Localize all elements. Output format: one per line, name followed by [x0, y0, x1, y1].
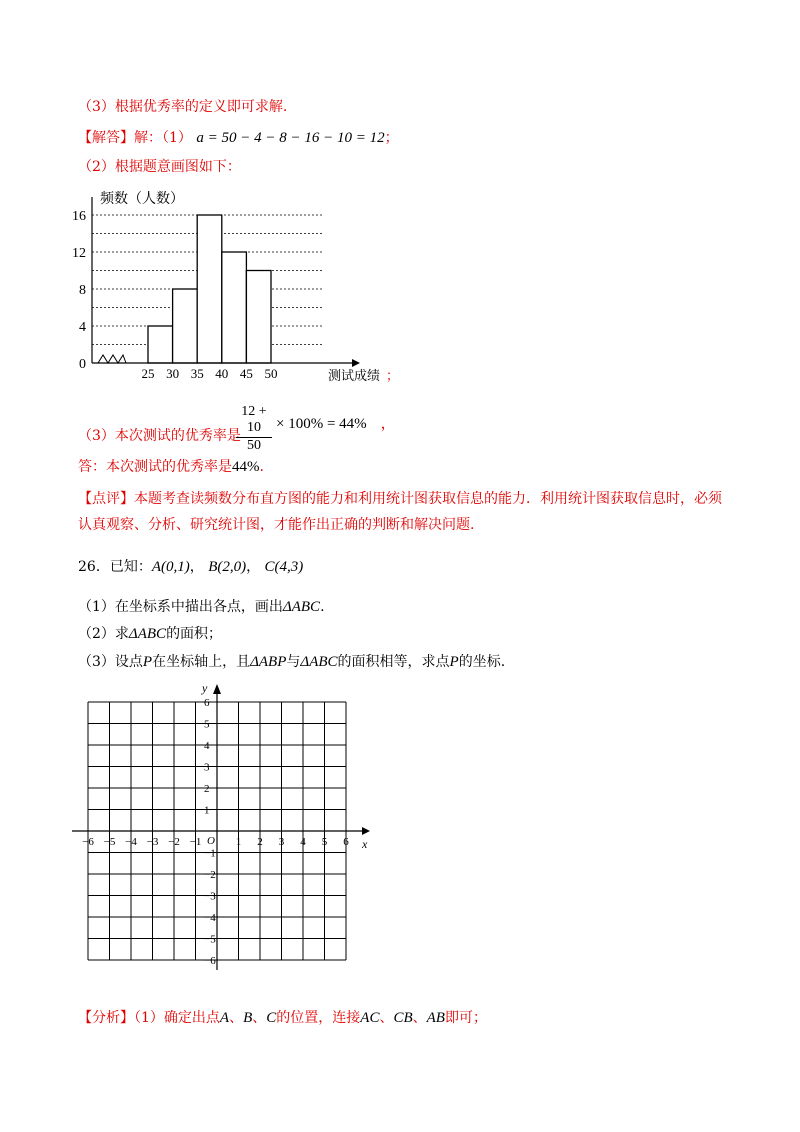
- x-axis-label: 测试成绩: [328, 368, 381, 383]
- y-tick-label: 1: [204, 804, 210, 817]
- x-tick-label: 25: [141, 366, 155, 381]
- rate-line: （3）本次测试的优秀率是: [78, 428, 241, 444]
- analysis-label: 【分析】: [78, 1010, 134, 1026]
- analysis-line: 【分析】（1）确定出点A、B、C的位置，连接AC、CB、AB即可；: [78, 1010, 487, 1026]
- y-axis-label: y: [202, 681, 208, 695]
- y-tick-label: 5: [204, 718, 210, 731]
- question-3: （3）设点P在坐标轴上，且ΔABP与ΔABC的面积相等，求点P的坐标.: [78, 654, 506, 670]
- x-axis-arrow: [352, 359, 360, 367]
- comment-label: 【点评】: [78, 491, 134, 507]
- x-tick-label: −1: [189, 836, 202, 848]
- x-tick-label: −2: [168, 836, 180, 848]
- coordinate-grid: [66, 680, 386, 980]
- comment-line-1: 【点评】本题考查读频数分布直方图的能力和利用统计图获取信息的能力．利用统计图获取信息时，必须: [78, 491, 722, 507]
- x-tick-label: 45: [239, 366, 253, 381]
- x-tick-label: 2: [257, 836, 263, 848]
- x-tick-label: 5: [321, 836, 328, 848]
- y-tick-label: 0: [79, 357, 86, 372]
- histogram-bar: [197, 215, 222, 363]
- histogram-bar: [173, 289, 198, 363]
- x-tick-label: −4: [125, 836, 137, 848]
- answer-label: 【解答】: [78, 130, 134, 146]
- rate-tail: × 100% = 44% ，: [276, 416, 396, 432]
- y-tick-label: −4: [204, 912, 216, 924]
- x-tick-label: 35: [190, 366, 204, 381]
- histogram: [60, 185, 400, 385]
- x-tick-label: 3: [278, 836, 285, 848]
- problem-26-heading: 26．已知：A(0,1)， B(2,0)， C(4,3): [78, 559, 304, 575]
- y-tick-label: 12: [72, 246, 86, 261]
- y-tick-label: 8: [79, 283, 86, 298]
- x-tick-label: −6: [82, 836, 94, 848]
- y-tick-label: −2: [204, 869, 216, 881]
- y-axis-arrow: [213, 684, 221, 694]
- y-tick-label: 6: [204, 697, 210, 709]
- axis-break-mark: [98, 355, 126, 363]
- x-tick-label: 6: [343, 836, 349, 848]
- x-tick-label: 50: [264, 366, 278, 381]
- rate-fraction: 12 + 10 50: [236, 404, 272, 454]
- y-tick-label: −6: [204, 955, 216, 967]
- comment-line-2: 认真观察、分析、研究统计图，才能作出正确的判断和解决问题.: [78, 517, 475, 533]
- answer-line: 【解答】解：（1） a = 50 − 4 − 8 − 16 − 10 = 12；: [78, 130, 399, 146]
- y-tick-label: 16: [72, 209, 86, 224]
- y-tick-label: −1: [204, 847, 216, 860]
- solution-line-3: （3）根据优秀率的定义即可求解.: [78, 99, 288, 115]
- draw-line: （2）根据题意画图如下：: [78, 159, 241, 175]
- x-axis-label: x: [362, 837, 368, 851]
- origin-label: O: [207, 835, 215, 847]
- y-tick-label: −5: [204, 933, 216, 946]
- question-2: （2）求ΔABC的面积；: [78, 626, 223, 642]
- y-tick-label: 4: [204, 740, 210, 752]
- y-tick-label: 2: [204, 783, 210, 795]
- histogram-bar: [222, 252, 247, 363]
- y-tick-label: 4: [79, 320, 86, 335]
- x-axis-arrow: [362, 827, 370, 835]
- histogram-bar: [246, 271, 271, 364]
- y-tick-label: 3: [204, 761, 210, 774]
- question-1: （1）在坐标系中描出各点，画出ΔABC.: [78, 599, 325, 615]
- x-tick-label: 30: [166, 366, 180, 381]
- conclusion-line: 答：本次测试的优秀率是44%.: [78, 459, 264, 475]
- histogram-bar: [148, 326, 173, 363]
- x-tick-label: 40: [215, 366, 229, 381]
- x-tick-label: −5: [103, 836, 116, 848]
- y-tick-label: −3: [204, 890, 216, 903]
- x-tick-label: 1: [235, 836, 242, 848]
- x-tick-label: 4: [300, 836, 306, 848]
- y-axis-label: 频数（人数）: [100, 192, 184, 207]
- svg-text:；: ；: [386, 368, 400, 383]
- answer-formula: a = 50 − 4 − 8 − 16 − 10 = 12: [196, 130, 385, 146]
- x-tick-label: −3: [146, 836, 159, 848]
